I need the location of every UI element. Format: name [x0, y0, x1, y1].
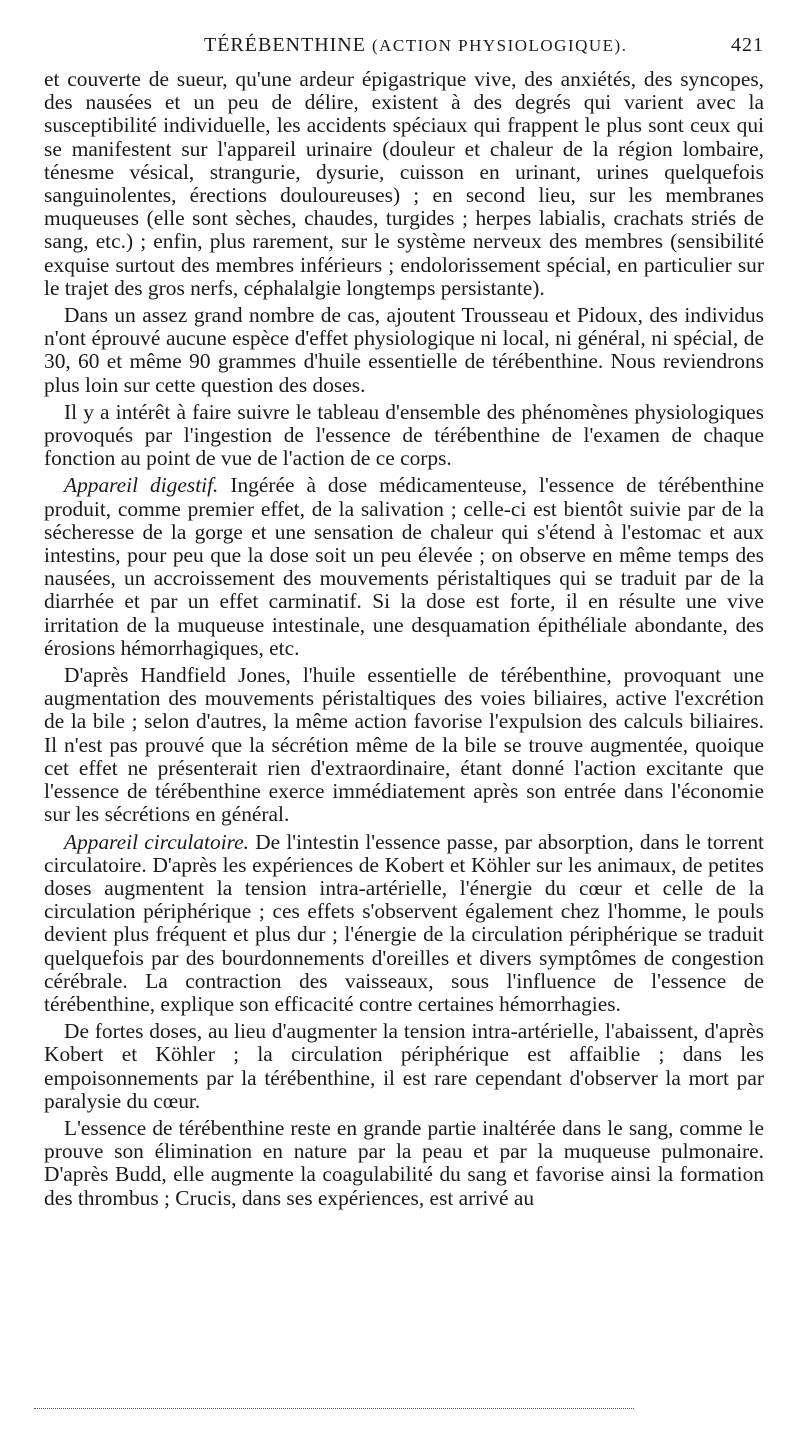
paragraph-text: Ingérée à dose médicamenteuse, l'essence de térébenthine produit, comme premier effet, de la salivation ; celle-ci est bientôt suivie par de la sécheresse de la gorge et une sensation de chaleur qui s'étend à l'estomac et aux intestins, pour peu que la dose soit un peu élevée ; on observe en même temps des nausées, un accroissement des mouvements péristaltiques qui se traduit par de la diarrhée et par un effet carminatif. Si la dose est forte, il en résulte une vive irritation de la muqueuse intestinale, une desquamation épithéliale abondante, des érosions hémorrhagiques, etc. — [44, 473, 764, 660]
running-title-main: TÉRÉBENTHINE — [204, 34, 366, 56]
paragraph-text: et couverte de sueur, qu'une ardeur épigastrique vive, des anxiétés, des syncopes, des nausées et un peu de délire, existent à des degrés qui varient avec la susceptibilité individuelle, les accidents spéciaux qui frappent le plus sont ceux qui se manifestent sur l'appareil urinaire (douleur et chaleur de la région lombaire, ténesme vésical, strangurie, dysurie, cuisson en urinant, urines quelquefois sanguinolentes, érections douloureuses) ; en second lieu, sur les membranes muqueuses (elle sont sèches, chaudes, turgides ; herpes labialis, crachats striés de sang, etc.) ; enfin, plus rarement, sur le système nerveux des membres (sensibilité exquise surtout des membres inférieurs ; endolorissement spécial, en particulier sur le trajet des gros nerfs, céphalalgie longtemps persistante). — [44, 67, 764, 300]
section-lead-appareil-digestif: Appareil digestif. — [64, 473, 219, 498]
paragraph-8 — [44, 1117, 764, 1210]
paragraph-text: De l'intestin l'essence passe, par absorption, dans le torrent circulatoire. D'après les expériences de Kobert et Köhler sur les animaux, de petites doses augmentent la tension intra-artérielle, l'énergie du cœur et celle de la circulation périphérique ; ces effets s'observent également chez l'homme, le pouls devient plus fréquent et plus dur ; l'énergie de la circulation périphérique se traduit quelquefois par des bourdonnements d'oreilles et divers symptômes de congestion cérébrale. La contraction des vaisseaux, sous l'influence de l'essence de térébenthine, explique son efficacité contre certaines hémorrhagies. — [44, 829, 764, 1016]
running-header — [44, 28, 764, 68]
section-lead-appareil-circulatoire: Appareil circulatoire. — [64, 829, 250, 854]
page-number: 421 — [731, 34, 764, 56]
paragraph-text: Dans un assez grand nombre de cas, ajoutent Trousseau et Pidoux, des individus n'ont éprouvé aucune espèce d'effet physiologique ni local, ni général, ni spécial, de 30, 60 et même 90 grammes d'huile essentielle de térébenthine. Nous reviendrons plus loin sur cette question des doses. — [44, 303, 764, 397]
paragraph-text: L'essence de térébenthine reste en grande partie inaltérée dans le sang, comme le prouve son élimination en nature par la peau et par la muqueuse pulmonaire. D'après Budd, elle augmente la coagulabilité du sang et favorise ainsi la formation des thrombus ; Crucis, dans ses expériences, est arrivé au — [44, 1115, 764, 1210]
running-title — [204, 34, 627, 57]
paragraph-1 — [44, 68, 764, 300]
paragraph-6-appareil-circulatoire — [44, 831, 764, 1017]
running-title-sub: (ACTION PHYSIOLOGIQUE). — [371, 36, 628, 55]
paragraph-2 — [44, 304, 764, 397]
paragraph-text: De fortes doses, au lieu d'augmenter la tension intra-artérielle, l'abaissent, d'après Kobert et Köhler ; la circulation périphérique est affaiblie ; dans les empoisonnements par la térébenthine, il est rare cependant d'observer la mort par paralysie du cœur. — [44, 1019, 764, 1113]
document-page — [44, 28, 764, 1210]
paragraph-text: Il y a intérêt à faire suivre le tableau d'ensemble des phénomènes physiologiques provoqués par l'ingestion de l'essence de térébenthine de l'examen de chaque fonction au point de vue de l'action de ce corps. — [44, 399, 764, 471]
paragraph-text: D'après Handfield Jones, l'huile essentielle de térébenthine, provoquant une augmentation des mouvements péristaltiques des voies biliaires, active l'excrétion de la bile ; selon d'autres, la même action favorise l'expulsion des calculs biliaires. Il n'est pas prouvé que la sécrétion même de la bile se trouve augmentée, quoique cet effet ne présenterait rien d'extraordinaire, étant donné l'action excitante que l'essence de térébenthine exerce immédiatement après son entrée dans l'économie sur les sécrétions en général. — [44, 663, 764, 827]
paragraph-5 — [44, 664, 764, 826]
footer-dotted-rule — [34, 1408, 634, 1409]
paragraph-7 — [44, 1020, 764, 1113]
paragraph-4-appareil-digestif — [44, 474, 764, 660]
paragraph-3 — [44, 401, 764, 471]
